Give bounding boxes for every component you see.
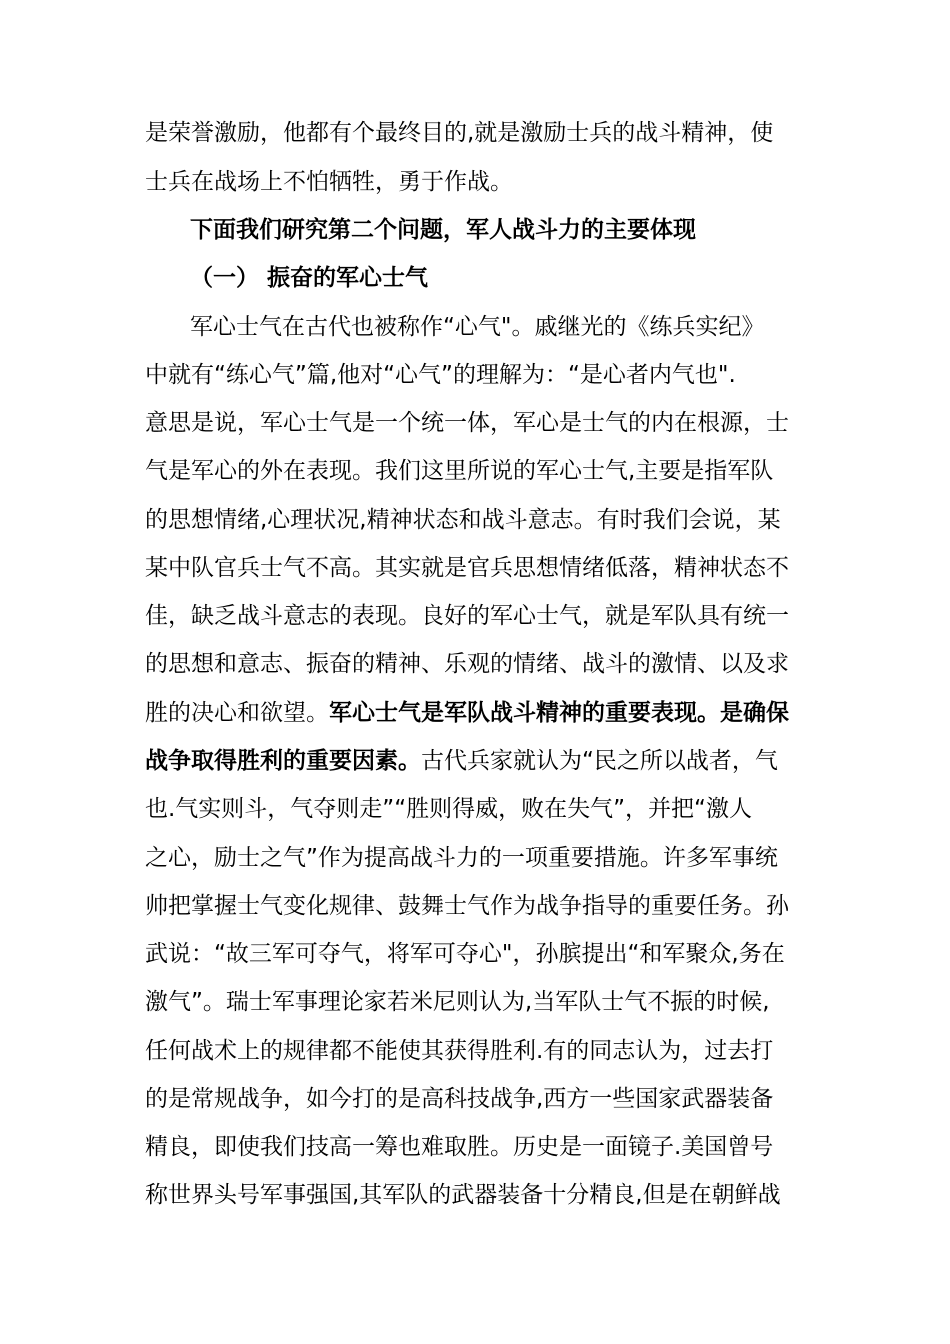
paragraph-line: 激气”。瑞士军事理论家若米尼则认为,当军队士气不振的时候,: [145, 989, 770, 1015]
paragraph-line: 气是军心的外在表现。我们这里所说的军心士气,主要是指军队: [145, 458, 774, 484]
paragraph-line: 军心士气在古代也被称作“心气"。戚继光的《练兵实纪》: [190, 314, 765, 340]
paragraph-line: 帅把掌握士气变化规律、鼓舞士气作为战争指导的重要任务。孙: [145, 893, 789, 919]
paragraph-line: 任何战术上的规律都不能使其获得胜利.有的同志认为，过去打: [145, 1038, 774, 1064]
bold-text-run: 军心士气是军队战斗精神的重要表现。是确保: [329, 700, 789, 726]
paragraph-line: 之心，励士之气”作为提高战斗力的一项重要措施。许多军事统: [145, 845, 778, 871]
paragraph-line: 中就有“练心气”篇,他对“心气”的理解为：“是心者内气也".: [145, 362, 736, 388]
paragraph-line: 精良，即使我们技高一筹也难取胜。历史是一面镜子.美国曾号: [145, 1134, 774, 1160]
subsection-title: （一） 振奋的军心士气: [190, 265, 429, 291]
paragraph-line: 意思是说，军心士气是一个统一体，军心是士气的内在根源，士: [145, 410, 789, 436]
paragraph-line: 的是常规战争，如今打的是高科技战争,西方一些国家武器装备: [145, 1086, 774, 1112]
paragraph-line: 武说：“故三军可夺气，将军可夺心"，孙膑提出“和军聚众,务在: [145, 941, 785, 967]
text-run: 胜的决心和欲望。: [145, 700, 329, 726]
paragraph-line: 的思想情绪,心理状况,精神状态和战斗意志。有时我们会说，某: [145, 507, 781, 533]
paragraph-line: [145, 698, 815, 728]
paragraph-line: 某中队官兵士气不高。其实就是官兵思想情绪低落，精神状态不: [145, 555, 789, 581]
paragraph-line: 的思想和意志、振奋的精神、乐观的情绪、战斗的激情、以及求: [145, 651, 789, 677]
paragraph-line: 是荣誉激励，他都有个最终目的,就是激励士兵的战斗精神，使: [145, 120, 774, 146]
paragraph-line: 佳，缺乏战斗意志的表现。良好的军心士气，就是军队具有统一: [145, 603, 789, 629]
text-run: 古代兵家就认为“民之所以战者，气: [421, 748, 778, 774]
paragraph-line: 也.气实则斗，气夺则走”“胜则得威，败在失气”，并把“激人: [145, 796, 752, 822]
bold-text-run: 战争取得胜利的重要因素。: [145, 748, 421, 774]
paragraph-line: 称世界头号军事强国,其军队的武器装备十分精良,但是在朝鲜战: [145, 1182, 781, 1208]
section-title: 下面我们研究第二个问题，军人战斗力的主要体现: [190, 217, 696, 243]
paragraph-line: 士兵在战场上不怕牺牲，勇于作战。: [145, 169, 513, 195]
paragraph-line: [145, 746, 815, 776]
